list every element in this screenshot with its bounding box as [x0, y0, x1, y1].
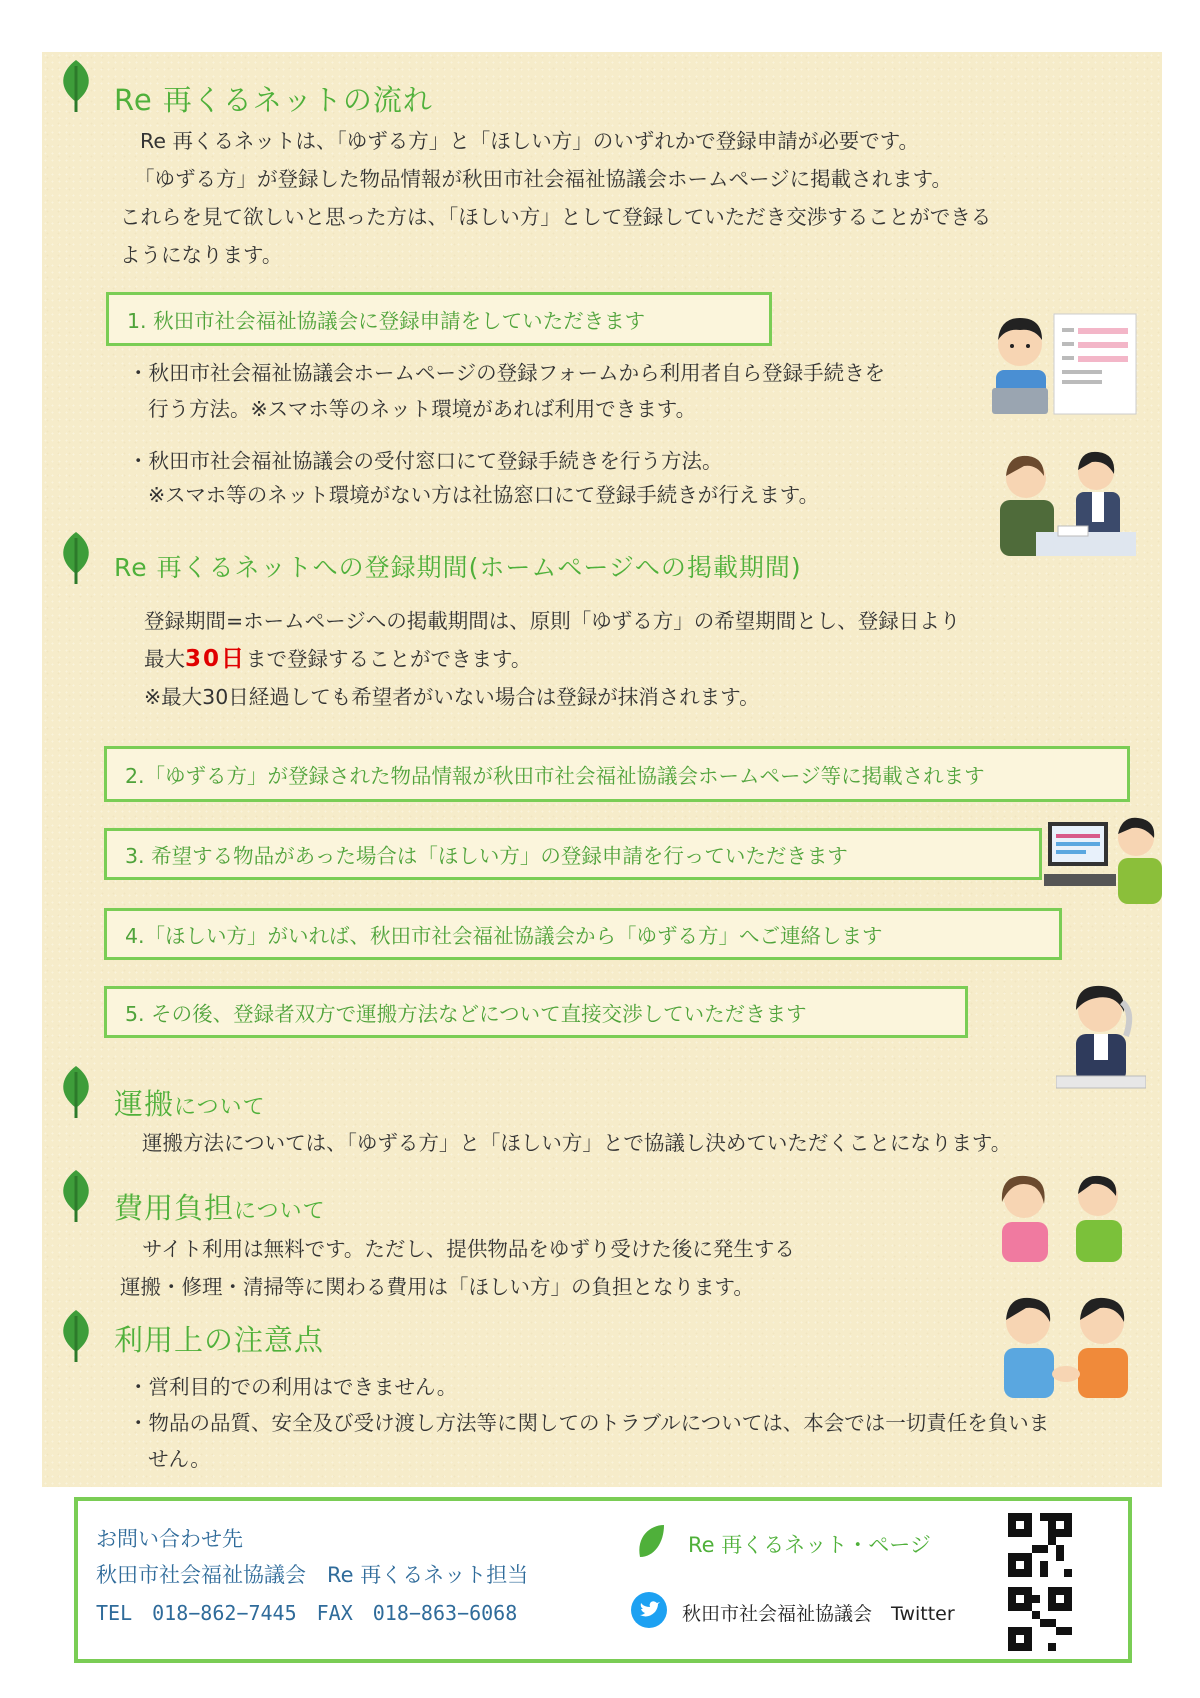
period-line-1: 登録期間=ホームページへの掲載期間は、原則「ゆずる方」の希望期間とし、登録日より	[144, 609, 961, 633]
counter-staff-illustration	[996, 448, 1136, 558]
phone-call-illustration	[994, 1168, 1134, 1264]
step-4-box: 4.「ほしい方」がいれば、秋田市社会福祉協議会から「ゆずる方」へご連絡します	[104, 908, 1062, 960]
flow-intro-1: Re 再くるネットは、「ゆずる方」と「ほしい方」のいずれかで登録申請が必要です。	[140, 129, 920, 153]
period-line-2: 最大30日まで登録することができます。	[144, 646, 532, 672]
leaf-icon	[56, 530, 96, 586]
flow-intro-4: ようになります。	[120, 243, 283, 267]
leaf-icon	[56, 1064, 96, 1120]
contact-phone: TEL 018−862−7445 FAX 018−863−6068	[96, 1601, 518, 1625]
phone-operator-illustration	[1056, 980, 1146, 1094]
cost-title: 費用負担について	[114, 1191, 326, 1225]
method-1-line-2: 行う方法。※スマホ等のネット環境があれば利用できます。	[148, 397, 697, 421]
cost-line-2: 運搬・修理・清掃等に関わる費用は「ほしい方」の負担となります。	[120, 1275, 754, 1299]
flow-intro-3: これらを見て欲しいと思った方は、「ほしい方」として登録していただき交渉することができる	[120, 205, 992, 229]
contact-box	[74, 1497, 1132, 1663]
contact-heading: お問い合わせ先	[96, 1527, 243, 1551]
notes-line-1: ・営利目的での利用はできません。	[128, 1375, 458, 1399]
twitter-icon[interactable]	[630, 1591, 668, 1629]
pc-user-illustration	[1044, 812, 1164, 908]
transport-text: 運搬方法については、「ゆずる方」と「ほしい方」とで協議し決めていただくことになります。	[142, 1131, 1012, 1155]
step-3-box: 3. 希望する物品があった場合は「ほしい方」の登録申請を行っていただきます	[104, 828, 1042, 880]
notes-line-2: ・物品の品質、安全及び受け渡し方法等に関してのトラブルについては、本会では一切責任を負いま	[128, 1411, 1050, 1435]
notes-title: 利用上の注意点	[114, 1323, 325, 1357]
step-5-box: 5. その後、登録者双方で運搬方法などについて直接交渉していただきます	[104, 986, 968, 1038]
period-line-3: ※最大30日経過しても希望者がいない場合は登録が抹消されます。	[144, 685, 760, 709]
qr-code-page	[1008, 1513, 1072, 1577]
leaf-icon	[56, 1308, 96, 1364]
period-title: Re 再くるネットへの登録期間(ホームページへの掲載期間)	[114, 553, 802, 582]
handshake-illustration	[996, 1292, 1136, 1402]
leaf-icon	[56, 1168, 96, 1224]
method-2-line-1: ・秋田市社会福祉協議会の受付窓口にて登録手続きを行う方法。	[128, 449, 723, 473]
method-1-line-1: ・秋田市社会福祉協議会ホームページの登録フォームから利用者自ら登録手続きを	[128, 361, 886, 385]
cost-line-1: サイト利用は無料です。ただし、提供物品をゆずり受けた後に発生する	[142, 1237, 795, 1261]
contact-org: 秋田市社会福祉協議会 Re 再くるネット担当	[96, 1563, 529, 1587]
method-2-line-2: ※スマホ等のネット環境がない方は社協窓口にて登録手続きが行えます。	[148, 483, 820, 507]
step-2-box: 2.「ゆずる方」が登録された物品情報が秋田市社会福祉協議会ホームページ等に掲載されます	[104, 746, 1130, 802]
page-link[interactable]: Re 再くるネット・ページ	[688, 1533, 931, 1557]
step-1-box: 1. 秋田市社会福祉協議会に登録申請をしていただきます	[106, 292, 772, 346]
twitter-link[interactable]: 秋田市社会福祉協議会 Twitter	[682, 1603, 955, 1625]
flow-title: Re 再くるネットの流れ	[114, 83, 433, 117]
period-emphasis: 30日	[185, 646, 247, 672]
notes-line-3: せん。	[148, 1447, 211, 1471]
transport-title: 運搬について	[114, 1087, 266, 1121]
leaf-icon	[56, 58, 96, 114]
flow-intro-2: 「ゆずる方」が登録した物品情報が秋田市社会福祉協議会ホームページに掲載されます。	[134, 167, 952, 191]
qr-code-twitter	[1008, 1587, 1072, 1651]
leaf-icon	[636, 1523, 666, 1561]
laptop-user-illustration	[990, 310, 1140, 420]
